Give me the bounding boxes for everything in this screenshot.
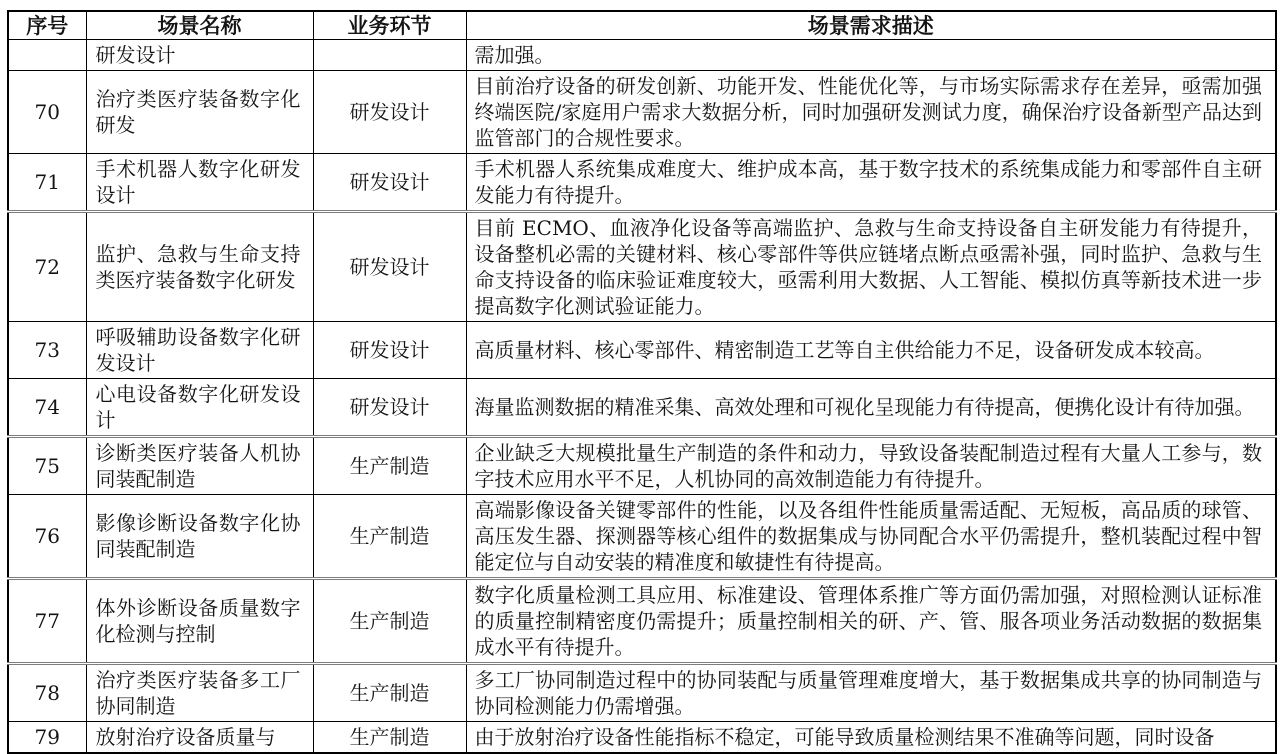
requirement-desc-cell: 海量监测数据的精准采集、高效处理和可视化呈现能力有待提高，便携化设计有待加强。	[466, 379, 1276, 437]
row-number-cell: 72	[8, 212, 86, 322]
requirement-desc-cell: 高端影像设备关键零部件的性能，以及各组件性能质量需适配、无短板，高品质的球管、高压发生器、探测器等核心组件的数据集成与协同配合水平仍需提升，整机装配过程中智能定位与自动安装的精准度和敏捷性有待提高。	[466, 495, 1276, 579]
row-number-cell: 77	[8, 579, 86, 664]
business-stage-cell: 生产制造	[313, 664, 466, 722]
scene-name-cell: 治疗类医疗装备数字化研发	[86, 71, 313, 154]
table-row	[8, 154, 1276, 212]
requirement-desc-cell: 手术机器人系统集成难度大、维护成本高，基于数字技术的系统集成能力和零部件自主研发能力有待提升。	[466, 154, 1276, 212]
table-row	[8, 722, 1276, 754]
table-row	[8, 437, 1276, 495]
business-stage-cell	[313, 40, 466, 71]
row-number-cell: 73	[8, 322, 86, 379]
scene-name-cell: 心电设备数字化研发设计	[86, 379, 313, 437]
row-number-cell: 75	[8, 437, 86, 495]
table-row	[8, 212, 1276, 322]
business-stage-cell: 生产制造	[313, 437, 466, 495]
scene-name-cell: 呼吸辅助设备数字化研发设计	[86, 322, 313, 379]
business-stage-cell: 研发设计	[313, 212, 466, 322]
requirement-desc-cell: 企业缺乏大规模批量生产制造的条件和动力，导致设备装配制造过程有大量人工参与，数字技术应用水平不足，人机协同的高效制造能力有待提升。	[466, 437, 1276, 495]
business-stage-cell: 研发设计	[313, 154, 466, 212]
scene-name-cell: 放射治疗设备质量与	[86, 722, 313, 754]
row-number-cell	[8, 40, 86, 71]
header-requirement-description: 场景需求描述	[466, 11, 1276, 40]
row-number-cell: 71	[8, 154, 86, 212]
row-number-cell: 76	[8, 495, 86, 579]
business-stage-cell: 研发设计	[313, 379, 466, 437]
table-body	[8, 40, 1276, 754]
business-stage-cell: 研发设计	[313, 71, 466, 154]
scene-name-cell: 监护、急救与生命支持类医疗装备数字化研发	[86, 212, 313, 322]
requirement-desc-cell: 需加强。	[466, 40, 1276, 71]
requirement-desc-cell: 目前治疗设备的研发创新、功能开发、性能优化等，与市场实际需求存在差异，亟需加强终端医院/家庭用户需求大数据分析，同时加强研发测试力度，确保治疗设备新型产品达到监管部门的合规性要求。	[466, 71, 1276, 154]
requirement-desc-cell: 目前 ECMO、血液净化设备等高端监护、急救与生命支持设备自主研发能力有待提升，设备整机必需的关键材料、核心零部件等供应链堵点断点亟需补强，同时监护、急救与生命支持设备的临床验证难度较大，亟需利用大数据、人工智能、模拟仿真等新技术进一步提高数字化测试验证能力。	[466, 212, 1276, 322]
scene-name-cell: 体外诊断设备质量数字化检测与控制	[86, 579, 313, 664]
table-row	[8, 379, 1276, 437]
requirement-desc-cell: 数字化质量检测工具应用、标准建设、管理体系推广等方面仍需加强，对照检测认证标准的质量控制精密度仍需提升；质量控制相关的研、产、管、服各项业务活动数据的数据集成水平有待提升。	[466, 579, 1276, 664]
business-stage-cell: 生产制造	[313, 722, 466, 754]
table-row	[8, 664, 1276, 722]
business-stage-cell: 生产制造	[313, 579, 466, 664]
scene-name-cell: 治疗类医疗装备多工厂协同制造	[86, 664, 313, 722]
table-header	[8, 11, 1276, 40]
header-scene-name: 场景名称	[86, 11, 313, 40]
scene-requirements-table	[7, 10, 1277, 754]
table-row	[8, 71, 1276, 154]
table-row	[8, 322, 1276, 379]
table-row	[8, 495, 1276, 579]
requirement-desc-cell: 高质量材料、核心零部件、精密制造工艺等自主供给能力不足，设备研发成本较高。	[466, 322, 1276, 379]
header-serial-number: 序号	[8, 11, 86, 40]
business-stage-cell: 研发设计	[313, 322, 466, 379]
row-number-cell: 74	[8, 379, 86, 437]
scene-name-cell: 影像诊断设备数字化协同装配制造	[86, 495, 313, 579]
row-number-cell: 79	[8, 722, 86, 754]
scene-name-cell: 手术机器人数字化研发设计	[86, 154, 313, 212]
row-number-cell: 78	[8, 664, 86, 722]
business-stage-cell: 生产制造	[313, 495, 466, 579]
requirement-desc-cell: 多工厂协同制造过程中的协同装配与质量管理难度增大，基于数据集成共享的协同制造与协同检测能力仍需增强。	[466, 664, 1276, 722]
row-number-cell: 70	[8, 71, 86, 154]
requirement-desc-cell: 由于放射治疗设备性能指标不稳定，可能导致质量检测结果不准确等问题，同时设备	[466, 722, 1276, 754]
table-row	[8, 579, 1276, 664]
table-row	[8, 40, 1276, 71]
scene-name-cell: 诊断类医疗装备人机协同装配制造	[86, 437, 313, 495]
scene-name-cell: 研发设计	[86, 40, 313, 71]
header-row	[8, 11, 1276, 40]
header-business-stage: 业务环节	[313, 11, 466, 40]
